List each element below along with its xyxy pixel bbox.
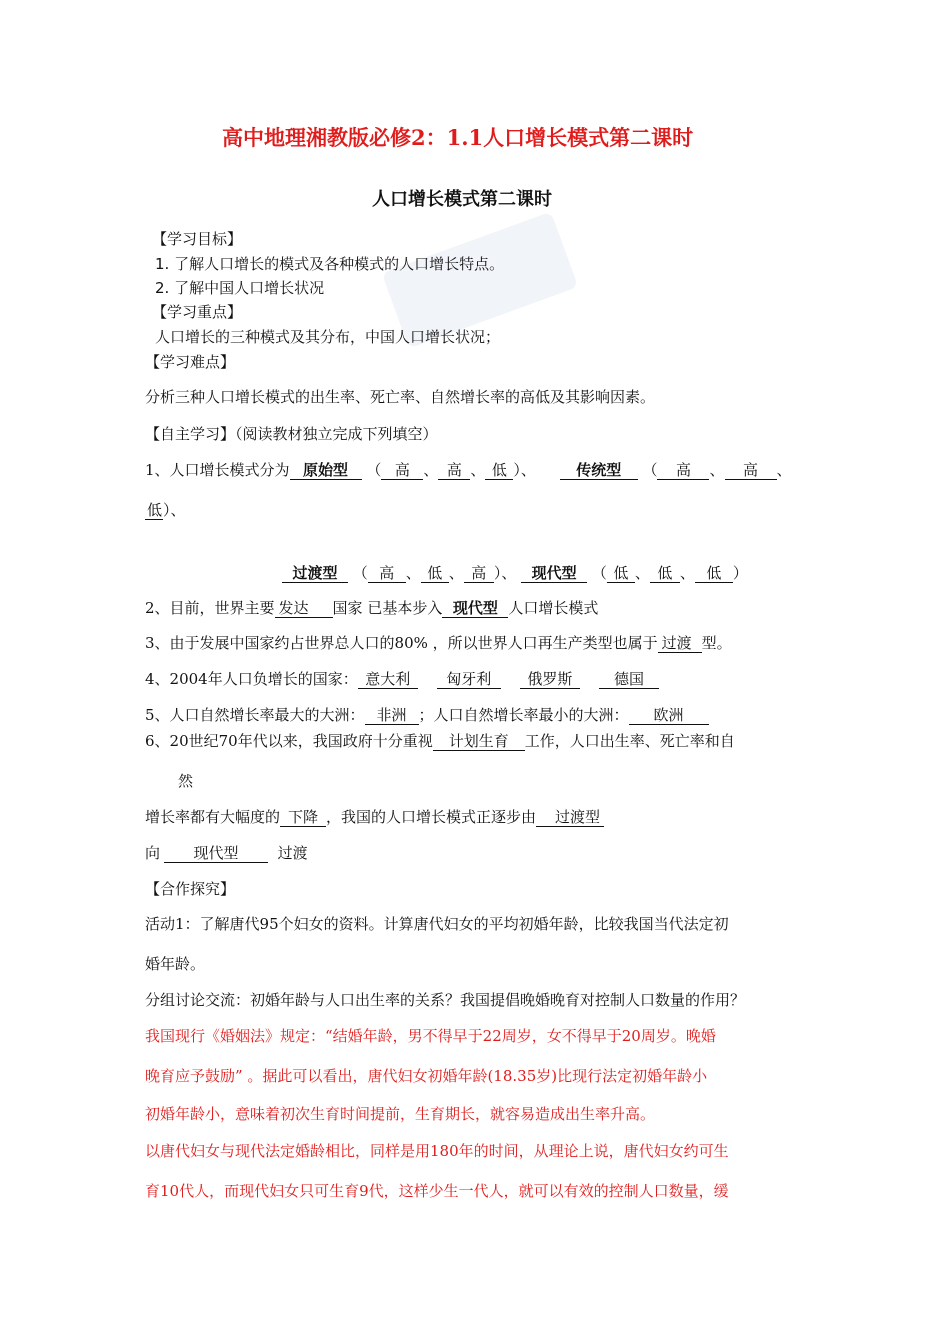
goals-header: 【学习目标】 bbox=[152, 230, 243, 248]
q3-text: 型。 bbox=[701, 634, 732, 652]
q2-text: 国家 已基本步入 bbox=[332, 599, 443, 617]
q1-prefix: 1、人口增长模式分为 bbox=[145, 461, 290, 479]
answer-blank: 现代型 bbox=[442, 599, 508, 618]
question-3 bbox=[145, 633, 732, 653]
q3-text: 3、由于发展中国家约占世界总人口的80% ，所以世界人口再生产类型也属于 bbox=[145, 634, 658, 652]
discussion-question: 分组讨论交流：初婚年龄与人口出生率的关系？我国提倡晚婚晚育对控制人口数量的作用？ bbox=[145, 991, 746, 1009]
q2-text: 人口增长模式 bbox=[508, 599, 599, 617]
difficulty-text: 分析三种人口增长模式的出生率、死亡率、自然增长率的高低及其影响因素。 bbox=[145, 388, 656, 406]
q6-text: 向 bbox=[145, 844, 161, 862]
question-1: 1、人口增长模式分为 原始型 （ 高 、 高 、 低 ）、 传统型 （ 高 、 高 、 bbox=[145, 461, 792, 479]
key-text: 人口增长的三种模式及其分布，中国人口增长状况； bbox=[155, 328, 501, 346]
question-4 bbox=[145, 669, 659, 689]
q6-text: 增长率都有大幅度的 bbox=[145, 808, 281, 826]
q6-text: 工作，人口出生率、死亡率和自 bbox=[524, 732, 735, 750]
question-6 bbox=[145, 731, 735, 751]
answer-blank: 低 bbox=[147, 501, 163, 519]
goal-item-2: 2. 了解中国人口增长状况 bbox=[155, 279, 325, 297]
key-header: 【学习重点】 bbox=[152, 303, 243, 321]
answer-line-4: 以唐代妇女与现代法定婚龄相比，同样是用180年的时间，从理论上说，唐代妇女约可生 bbox=[145, 1142, 729, 1160]
answer-blank: 过渡型 bbox=[536, 808, 604, 827]
answer-line-2: 晚育应予鼓励” 。据此可以看出，唐代妇女初婚年龄(18.35岁)比现行法定初婚年龄小 bbox=[145, 1067, 708, 1085]
question-6-line3 bbox=[145, 807, 604, 827]
answer-blank: 低 bbox=[421, 564, 449, 583]
answer-blank: 下降 bbox=[280, 808, 326, 827]
main-title: 高中地理湘教版必修2：1.1人口增长模式第二课时 bbox=[222, 125, 694, 150]
activity-1-line-2: 婚年龄。 bbox=[145, 955, 206, 973]
q6-text: 6、20世纪70年代以来，我国政府十分重视 bbox=[145, 732, 433, 750]
q5-text: 5、人口自然增长率最大的大洲： bbox=[145, 706, 365, 724]
answer-blank: 现代型 bbox=[164, 844, 268, 863]
answer-modern: 现代型 bbox=[521, 564, 587, 583]
q6-text: ，我国的人口增长模式正逐步由 bbox=[326, 808, 537, 826]
difficulty-header: 【学习难点】 bbox=[145, 353, 236, 371]
answer-blank: 俄罗斯 bbox=[520, 670, 580, 689]
answer-blank: 高 bbox=[464, 564, 494, 583]
question-1-cont: 低）、 bbox=[147, 501, 186, 519]
goal-item-1: 1. 了解人口增长的模式及各种模式的人口增长特点。 bbox=[155, 255, 505, 273]
answer-blank: 德国 bbox=[599, 670, 659, 689]
activity-1-line-1: 活动1：了解唐代95个妇女的资料。计算唐代妇女的平均初婚年龄，比较我国当代法定初 bbox=[145, 915, 729, 933]
question-6-cont: 然 bbox=[178, 772, 194, 790]
q5-text: ；人口自然增长率最小的大洲： bbox=[418, 706, 629, 724]
answer-blank: 欧洲 bbox=[629, 706, 709, 725]
self-study-header: 【自主学习】（阅读教材独立完成下列填空） bbox=[145, 425, 438, 443]
question-6-line4 bbox=[145, 843, 308, 863]
answer-blank: 低 bbox=[695, 564, 733, 583]
answer-blank: 低 bbox=[650, 564, 680, 583]
answer-blank: 非洲 bbox=[365, 706, 419, 725]
answer-transition: 过渡型 bbox=[282, 564, 348, 583]
question-2 bbox=[145, 598, 598, 618]
answer-primitive: 原始型 bbox=[290, 461, 362, 480]
answer-blank: 低 bbox=[607, 564, 635, 583]
q4-text: 4、2004年人口负增长的国家： bbox=[145, 670, 358, 688]
answer-blank: 意大利 bbox=[358, 670, 418, 689]
q2-text: 2、目前，世界主要 bbox=[145, 599, 275, 617]
question-5 bbox=[145, 705, 709, 725]
q6-text: 过渡 bbox=[277, 844, 308, 862]
answer-blank: 高 bbox=[657, 461, 709, 480]
question-1-line2: 过渡型 （ 高 、 低 、 高 ）、 现代型 （ 低 、 低 、 低 ） bbox=[282, 563, 748, 583]
answer-blank: 高 bbox=[368, 564, 406, 583]
answer-blank: 高 bbox=[725, 461, 777, 480]
answer-line-5: 育10代人，而现代妇女只可生育9代，这样少生一代人，就可以有效的控制人口数量，缓 bbox=[145, 1182, 729, 1200]
answer-blank: 高 bbox=[381, 461, 423, 480]
answer-blank: 高 bbox=[438, 461, 470, 480]
answer-line-1: 我国现行《婚姻法》规定：“结婚年龄，男不得早于22周岁，女不得早于20周岁。晚婚 bbox=[145, 1027, 716, 1045]
answer-blank: 计划生育 bbox=[433, 732, 525, 751]
answer-line-3: 初婚年龄小，意味着初次生育时间提前，生育期长，就容易造成出生率升高。 bbox=[145, 1105, 656, 1123]
answer-traditional: 传统型 bbox=[560, 461, 638, 480]
answer-blank: 发达 bbox=[275, 599, 333, 618]
answer-blank: 匈牙利 bbox=[437, 670, 501, 689]
answer-blank: 过渡 bbox=[658, 634, 702, 653]
answer-blank: 低 bbox=[485, 461, 513, 480]
cooperation-header: 【合作探究】 bbox=[145, 880, 236, 898]
subtitle: 人口增长模式第二课时 bbox=[372, 189, 552, 210]
